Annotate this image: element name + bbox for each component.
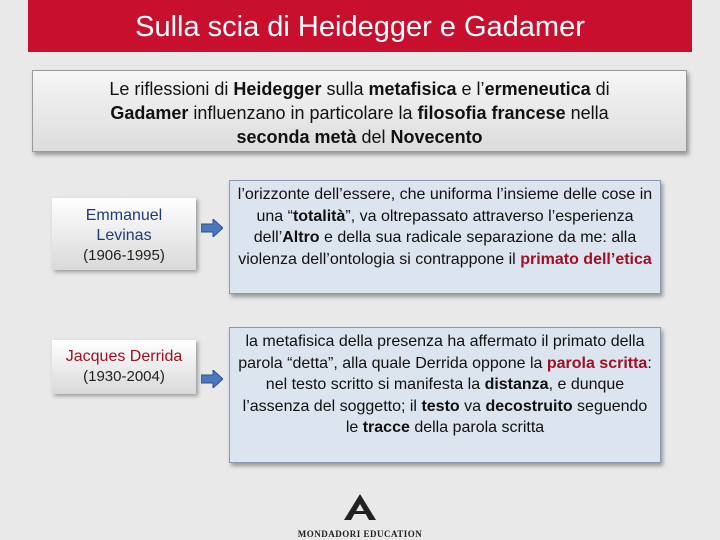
desc-bold: tracce — [362, 419, 410, 436]
desc-text: seguendo le — [345, 397, 648, 436]
desc-text: : nel testo scritto si manifesta la — [265, 354, 652, 393]
levinas-name: Emmanuel Levinas — [85, 207, 163, 244]
levinas-description — [229, 180, 661, 294]
intro-bold: filosofia francese — [417, 103, 566, 123]
desc-text: l’orizzonte dell’essere, che uniforma l’insieme delle cose in una “ — [237, 186, 653, 225]
desc-text: la metafisica della presenza ha affermato il primato della parola “detta”, alla quale Derrida oppone la — [238, 333, 645, 372]
arrow-right-icon — [201, 219, 223, 237]
mondadori-logo — [282, 492, 438, 538]
intro-text: del — [356, 127, 391, 147]
intro-text: di — [590, 79, 610, 99]
levinas-dates: (1906-1995) — [83, 247, 165, 264]
derrida-name: Jacques Derrida — [65, 348, 183, 365]
desc-text: ”, va oltrepassato attraverso l’esperienza dell’ — [253, 207, 634, 246]
desc-bold: decostruito — [485, 397, 573, 415]
desc-text: , e dunque l’assenza del soggetto; il — [242, 376, 625, 415]
logo-text: MONDADORI EDUCATION — [297, 529, 423, 539]
intro-text: sulla — [321, 79, 369, 99]
levinas-box — [52, 198, 196, 270]
intro-bold: metafisica — [368, 79, 457, 99]
intro-text: e l’ — [456, 79, 485, 99]
intro-bold: seconda metà — [236, 127, 357, 147]
derrida-dates: (1930-2004) — [83, 368, 165, 385]
desc-bold: Altro — [282, 229, 320, 246]
intro-box — [32, 70, 687, 152]
slide-title: Sulla scia di Heidegger e Gadamer — [28, 0, 692, 52]
desc-bold: testo — [421, 397, 460, 415]
desc-highlight: primato dell’etica — [520, 250, 652, 268]
arrow-right-icon — [201, 370, 223, 388]
intro-bold: Heidegger — [233, 79, 322, 99]
intro-bold: ermeneutica — [484, 79, 591, 99]
desc-text: e della sua radicale separazione da me: alla violenza dell’ontologia si contrappone il — [238, 229, 637, 268]
intro-text: Le riflessioni di — [109, 79, 234, 99]
desc-bold: distanza — [484, 376, 549, 393]
intro-text: nella — [565, 103, 609, 123]
derrida-description — [229, 327, 661, 463]
intro-text: influenzano in particolare la — [188, 103, 418, 123]
desc-text: va — [459, 397, 486, 415]
intro-bold: Novecento — [390, 127, 483, 147]
mondadori-a-icon — [340, 492, 380, 522]
desc-bold: totalità — [292, 207, 346, 225]
desc-highlight: parola scritta — [546, 354, 648, 372]
derrida-box — [52, 340, 196, 394]
desc-text: della parola scritta — [409, 419, 545, 436]
intro-bold: Gadamer — [110, 103, 189, 123]
